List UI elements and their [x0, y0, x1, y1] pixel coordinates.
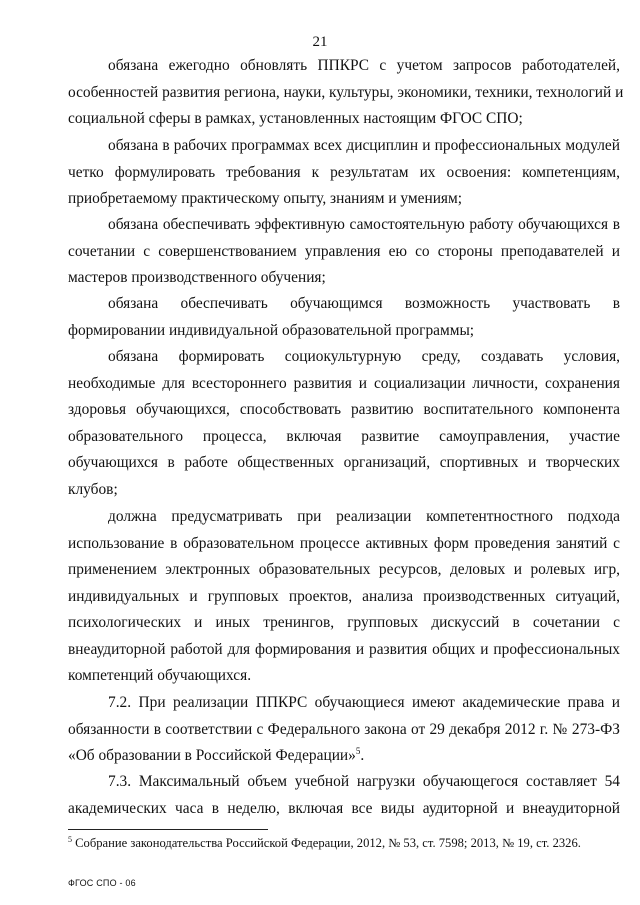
- text-line: внеаудиторной работой для формирования и развития общих и профессиональных: [68, 640, 620, 658]
- text-line: обязана в рабочих программах всех дисциплин и профессиональных модулей: [108, 137, 620, 154]
- text-line: обучающихся в работе общественных организаций, спортивных и творческих: [68, 454, 620, 471]
- text-line: обязана ежегодно обновлять ППКРС с учетом запросов работодателей,: [108, 57, 620, 74]
- text-line-content: «Об образовании в Российской Федерации»: [68, 747, 356, 764]
- text-line: социальной сферы в рамках, установленных настоящим ФГОС СПО;: [68, 110, 523, 127]
- text-line: клубов;: [68, 480, 118, 498]
- paragraph-4: [68, 291, 620, 344]
- text-line: обязана обеспечивать обучающимся возможность участвовать в: [108, 295, 620, 312]
- text-line: компетенций обучающихся.: [68, 667, 252, 684]
- paragraph-7-3: [68, 769, 620, 822]
- text-line: 7.2. При реализации ППКРС обучающиеся имеют академические права и: [108, 694, 620, 711]
- footnote: [68, 836, 581, 851]
- text-line: особенностей развития региона, науки, культуры, экономики, техники, технологий и: [68, 83, 624, 101]
- document-code: ФГОС СПО - 06: [68, 878, 136, 888]
- text-line: необходимые для всестороннего развития и социализации личности, сохранения: [68, 374, 620, 392]
- text-line: сочетании с совершенствованием управления ею со стороны преподавателей и: [68, 242, 620, 260]
- text-line: приобретаемому практическому опыту, знаниям и умениям;: [68, 190, 463, 207]
- text-line: четко формулировать требования к результатам их освоения: компетенциям,: [68, 163, 620, 181]
- footnote-text: Собрание законодательства Российской Федерации, 2012, № 53, ст. 7598; 2013, № 19, ст. 2326.: [75, 836, 581, 850]
- text-line: академических часа в неделю, включая все виды аудиторной и внеаудиторной: [68, 799, 620, 817]
- text-line: обязана формировать социокультурную среду, создавать условия,: [108, 348, 620, 365]
- paragraph-6: [68, 504, 620, 690]
- text-line: 7.3. Максимальный объем учебной нагрузки обучающегося составляет 54: [108, 773, 620, 790]
- paragraph-7-2: [68, 690, 620, 770]
- text-line: формировании индивидуальной образовательной программы;: [68, 321, 475, 339]
- page-number: 21: [312, 34, 328, 50]
- footnote-divider: [68, 829, 268, 830]
- text-line: образовательного процесса, включая развитие самоуправления, участие: [68, 427, 620, 445]
- paragraph-3: [68, 212, 620, 292]
- paragraph-5: [68, 344, 620, 503]
- text-line: индивидуальных и групповых проектов, анализа производственных ситуаций,: [68, 587, 620, 605]
- text-line: обязана обеспечивать эффективную самостоятельную работу обучающихся в: [108, 216, 620, 233]
- text-line: мастеров производственного обучения;: [68, 269, 326, 286]
- paragraph-1: [68, 53, 624, 133]
- text-line: обязанности в соответствии с Федерального закона от 29 декабря 2012 г. № 273-ФЗ: [68, 720, 620, 738]
- footnote-marker: 5: [68, 834, 72, 844]
- text-line: психологических и иных тренингов, групповых дискуссий в сочетании с: [68, 614, 620, 631]
- footnote-reference[interactable]: 5: [355, 745, 361, 756]
- text-line: применением электронных образовательных ресурсов, деловых и ролевых игр,: [68, 561, 620, 578]
- text-line: использование в образовательном процессе активных форм проведения занятий с: [68, 534, 620, 552]
- text-line: здоровья обучающихся, способствовать развитию воспитательного компонента: [68, 401, 620, 418]
- paragraph-2: [68, 133, 620, 213]
- text-line: должна предусматривать при реализации компетентностного подхода: [108, 508, 620, 525]
- text-line: «Об образовании в Российской Федерации»$^5$.: [68, 745, 365, 764]
